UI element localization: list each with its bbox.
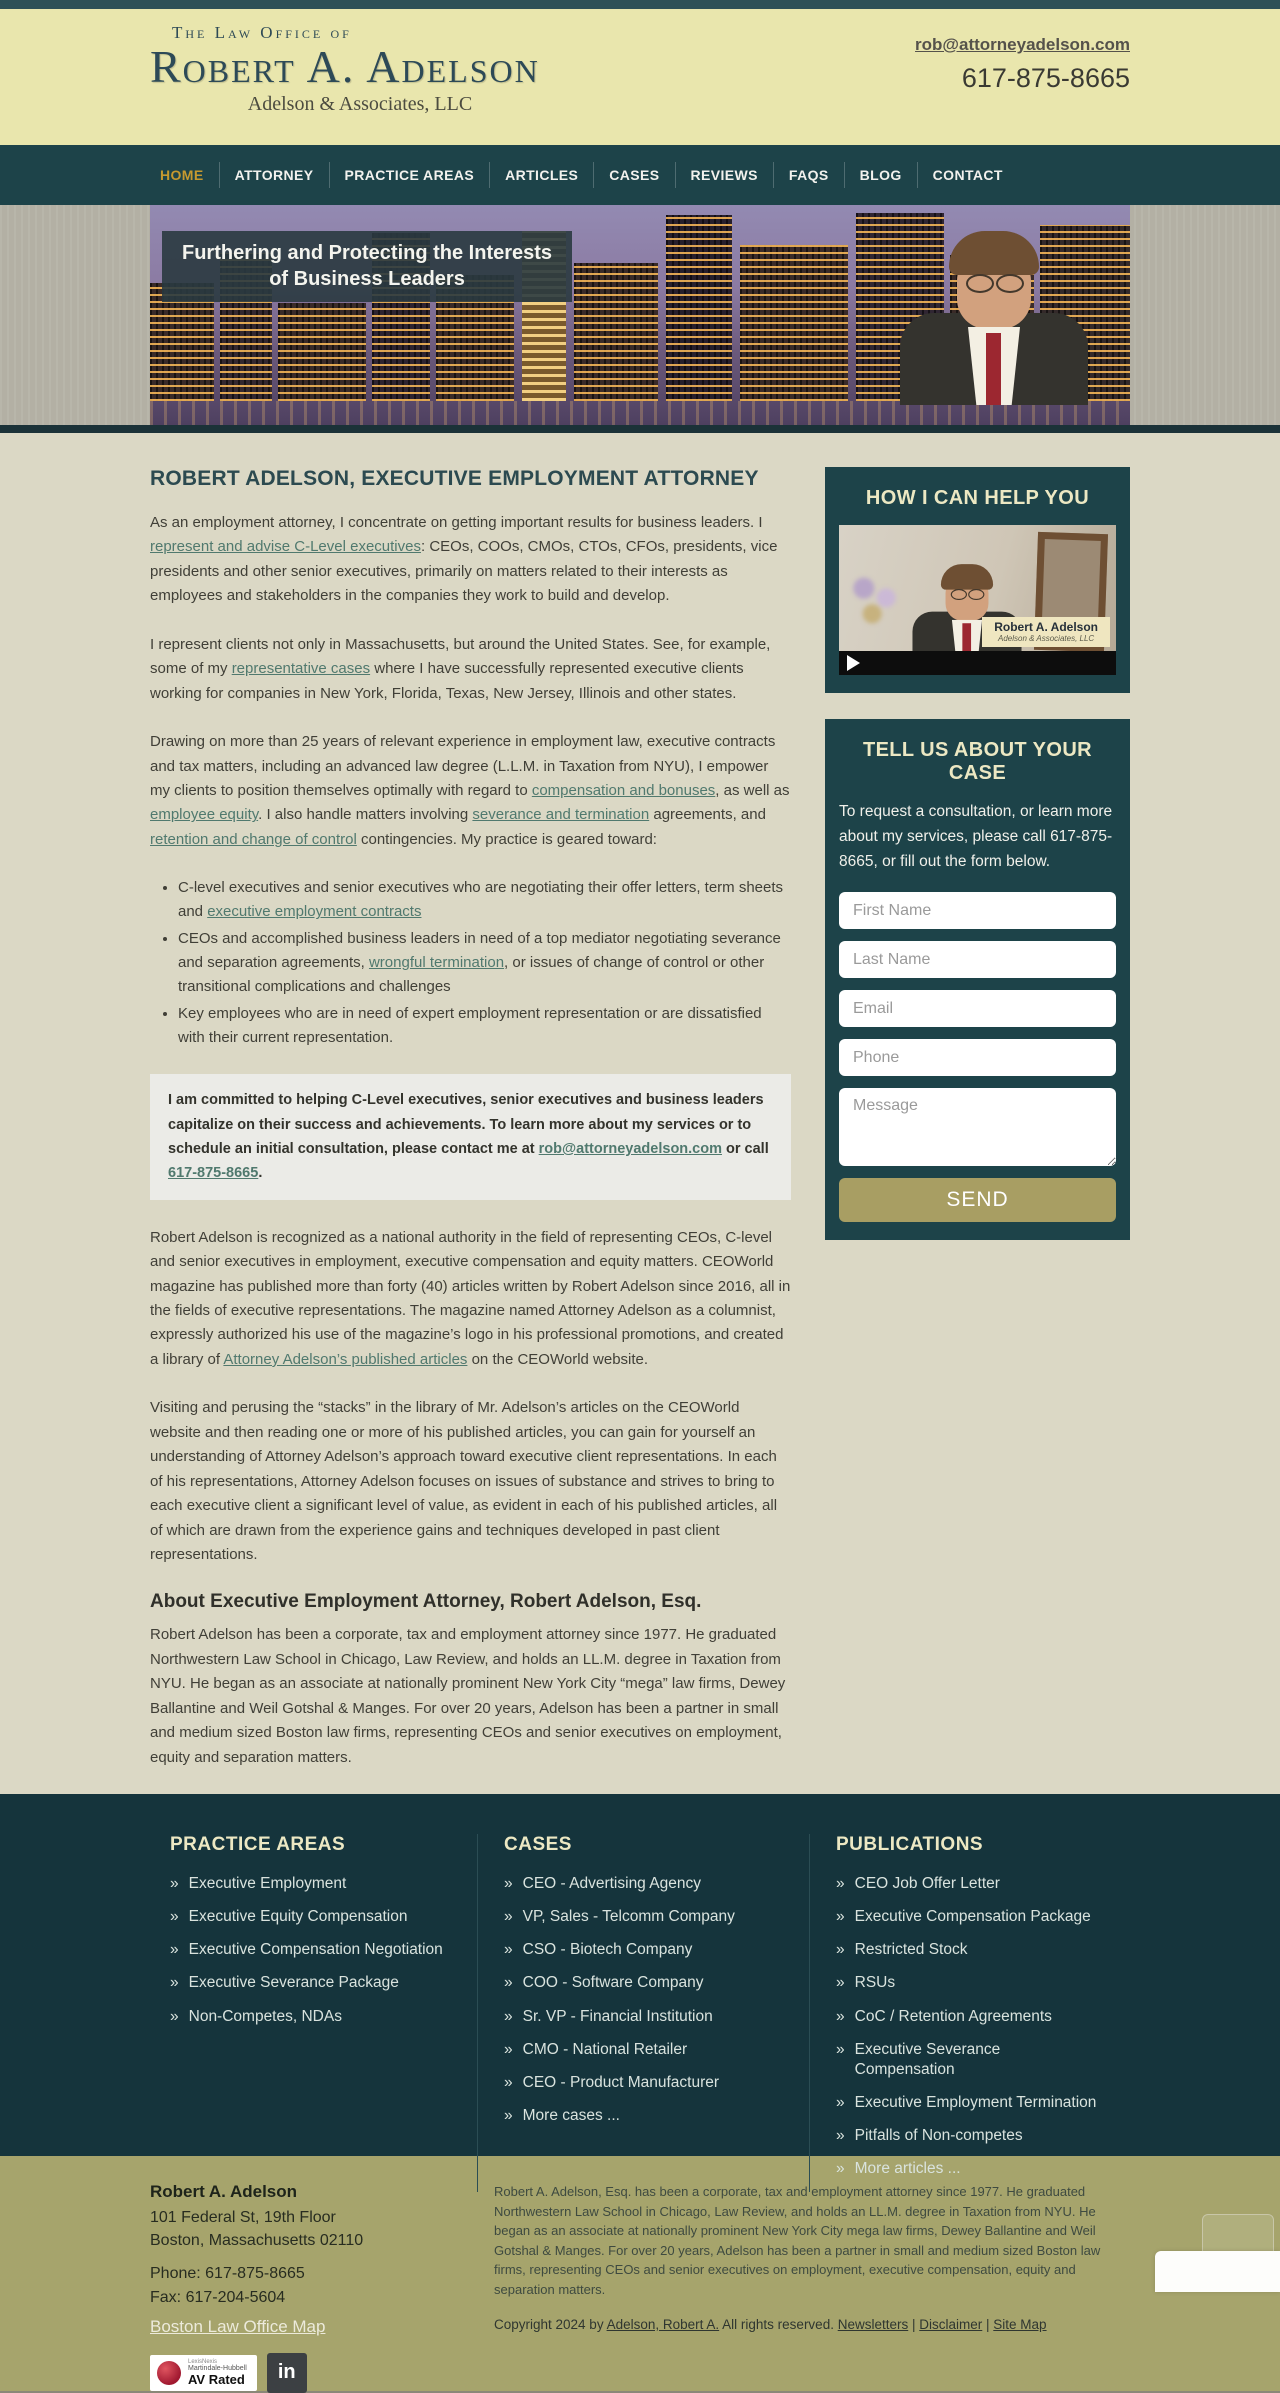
bullet-item: • C-level executives and senior executives who are negotiating their offer letters, term sheets and executive employment contracts <box>178 876 791 924</box>
footer-link-label: COO - Software Company <box>522 1974 704 1992</box>
paragraph: Robert Adelson is recognized as a national authority in the field of representing CEOs, C-level and senior executives in employment, executive compensation and equity matters. CEOWorld magazine has published more than forty (40) articles written by Robert Adelson since 2016, all in the fields of executive representations. The magazine named Attorney Adelson as a columnist, expressly authorized his use of the magazine’s logo in his professional promotions, and created a library of Attorney Adelson’s published articles on the CEOWorld website. <box>150 1228 791 1368</box>
footer-link[interactable] <box>170 1907 451 1927</box>
inline-link[interactable]: Adelson, Robert A. <box>606 2317 720 2332</box>
inline-link[interactable]: retention and change of control <box>150 830 357 848</box>
intro-video[interactable] <box>839 525 1116 675</box>
inline-link[interactable]: compensation and bonuses <box>531 781 716 799</box>
case-form-intro: To request a consultation, or learn more about my services, please call 617-875-8665, or fill out the form below. <box>839 803 1113 870</box>
footer-link-label: More articles ... <box>854 2160 961 2178</box>
inline-link[interactable]: severance and termination <box>472 806 650 824</box>
double-arrow-icon <box>504 2007 513 2027</box>
footer-link[interactable] <box>504 1874 783 1894</box>
banner-band <box>0 205 1280 425</box>
badges-row <box>150 2353 450 2393</box>
double-arrow-icon <box>170 1907 179 1927</box>
footer-link-label: Executive Severance Package <box>188 1974 399 1992</box>
double-arrow-icon <box>836 2159 845 2179</box>
footer-link-label: CMO - National Retailer <box>522 2040 688 2058</box>
footer-link[interactable] <box>504 2040 783 2060</box>
inline-link[interactable]: Disclaimer <box>919 2317 983 2332</box>
logo-name: Robert A. Adelson <box>150 41 540 92</box>
footer-link-label: Executive Severance Compensation <box>854 2040 1001 2078</box>
footer-link-label: Non-Competes, NDAs <box>188 2007 342 2025</box>
footer-link-label: VP, Sales - Telcomm Company <box>522 1908 735 1926</box>
double-arrow-icon <box>836 2126 845 2146</box>
double-arrow-icon <box>504 2106 513 2126</box>
inline-link[interactable]: representative cases <box>231 660 371 678</box>
attorney-photo <box>894 193 1094 405</box>
phone-input[interactable] <box>839 1039 1116 1076</box>
case-form-box <box>825 719 1130 1240</box>
footer-link[interactable] <box>836 1973 1104 1993</box>
video-caption-firm: Adelson & Associates, LLC <box>998 634 1095 643</box>
footer-link[interactable] <box>836 1907 1104 1927</box>
footer-link[interactable] <box>170 1973 451 1993</box>
bottom-bio-block <box>494 2182 1130 2393</box>
play-icon[interactable] <box>847 655 860 671</box>
double-arrow-icon <box>836 2007 845 2027</box>
copyright-line: Copyright 2024 by Adelson, Robert A. All rights reserved. Newsletters | Disclaimer | Site Map <box>494 2317 1047 2332</box>
footer-link-label: Executive Compensation Negotiation <box>188 1941 443 1959</box>
footer-link[interactable] <box>836 2007 1104 2027</box>
nav-item-home[interactable]: HOME <box>160 167 204 183</box>
article-column <box>150 467 791 1794</box>
office-address-line1: 101 Federal St, 19th Floor <box>150 2209 336 2226</box>
video-control-bar <box>839 651 1116 675</box>
footer-link-label: Restricted Stock <box>854 1941 968 1959</box>
nav-item-practice-areas[interactable]: PRACTICE AREAS <box>329 162 490 188</box>
nav-item-cases[interactable]: CASES <box>593 162 674 188</box>
video-caption-name: Robert A. Adelson <box>994 620 1098 634</box>
double-arrow-icon <box>504 1940 513 1960</box>
inline-link[interactable]: employee equity <box>150 806 259 824</box>
double-arrow-icon <box>836 1874 845 1894</box>
bullet-item: • Key employees who are in need of expert employment representation or are dissatisfied with their current representation. <box>178 1002 791 1050</box>
footer-link[interactable] <box>504 1907 783 1927</box>
logo-firm: Adelson & Associates, LLC <box>247 93 473 116</box>
divider-band <box>0 425 1280 433</box>
office-address-line2: Boston, Massachusetts 02110 <box>150 2232 364 2250</box>
case-form-title: TELL US ABOUT YOUR CASE <box>862 739 1093 784</box>
av-badge-brand: Martindale-Hubbell <box>188 2364 247 2372</box>
double-arrow-icon <box>504 1907 513 1927</box>
about-heading: About Executive Employment Attorney, Robert Adelson, Esq. <box>150 1591 702 1613</box>
inline-link[interactable]: represent and advise C-Level executives <box>150 538 421 556</box>
skyline-building <box>278 303 366 401</box>
double-arrow-icon <box>504 2040 513 2060</box>
footer-link-label: Executive Employment <box>188 1875 347 1892</box>
footer-link-list <box>836 1874 1104 2179</box>
hero-headline-line2: of Business Leaders <box>269 268 465 291</box>
double-arrow-icon <box>836 1973 845 1993</box>
logo-tagline: The Law Office of <box>172 23 352 42</box>
bottom-bar <box>0 2156 1280 2391</box>
hero-headline <box>162 231 572 302</box>
sidebar <box>825 467 1130 1266</box>
footer-link-label: Executive Compensation Package <box>854 1908 1091 1926</box>
bottom-bio: Robert A. Adelson, Esq. has been a corporate, tax and employment attorney since 1977. He graduated Northwestern Law School in Chicago, Law Review, and holds an LL.M. degree in Taxation from NYU. He began as an associate at nationally prominent New York City mega law firms, Dewey Ballantine and Weil Gotshal & Manges. For over 20 years, Adelson has been a partner in small and medium sized Boston law firms, representing CEOs and senior executives on employment, executive compensation, equity and separation matters. <box>494 2184 1101 2297</box>
footer-link[interactable] <box>836 2040 1104 2080</box>
footer-column-title: CASES <box>504 1834 572 1855</box>
inline-link[interactable]: rob@attorneyadelson.com <box>538 1140 722 1157</box>
double-arrow-icon <box>170 2007 179 2027</box>
skyline-building <box>740 245 848 401</box>
email-input[interactable] <box>839 990 1116 1027</box>
page-title: ROBERT ADELSON, EXECUTIVE EMPLOYMENT ATTORNEY <box>150 467 759 490</box>
footer-link[interactable] <box>504 1940 783 1960</box>
office-fax: Fax: 617-204-5604 <box>150 2288 286 2306</box>
footer-link[interactable] <box>170 1874 451 1894</box>
double-arrow-icon <box>836 2093 845 2113</box>
nav-item-reviews[interactable]: REVIEWS <box>675 162 773 188</box>
footer-link[interactable] <box>504 2007 783 2027</box>
footer-column-title: PRACTICE AREAS <box>170 1834 346 1855</box>
footer-link-list <box>504 1874 783 2126</box>
send-button[interactable]: SEND <box>839 1178 1116 1222</box>
footer-link-label: Executive Employment Termination <box>854 2093 1097 2111</box>
header-phone: 617-875-8665 <box>961 63 1130 93</box>
nav-item-attorney[interactable]: ATTORNEY <box>219 162 329 188</box>
header-contact <box>915 9 1130 94</box>
footer-link[interactable] <box>836 1940 1104 1960</box>
footer-link[interactable] <box>170 1940 451 1960</box>
footer-link-label: CEO - Product Manufacturer <box>522 2073 720 2091</box>
practice-bullet-list <box>168 876 791 1050</box>
office-info <box>150 2182 450 2393</box>
help-box <box>825 467 1130 693</box>
double-arrow-icon <box>170 1973 179 1993</box>
message-textarea[interactable] <box>839 1088 1116 1166</box>
hero-headline-line1: Furthering and Protecting the Interests <box>182 242 553 264</box>
footer-link[interactable] <box>836 2159 1104 2179</box>
flowers-decor <box>847 569 903 633</box>
double-arrow-icon <box>836 1907 845 1927</box>
about-paragraph: Robert Adelson has been a corporate, tax and employment attorney since 1977. He graduated Northwestern Law School in Chicago, Law Review, and holds an LL.M. degree in Taxation from NYU. He began as an associate at nationally prominent New York City “mega” law firms, Dewey Ballantine and Weil Gotshal & Manges. For over 20 years, Adelson has been a partner in small and medium sized Boston law firms, representing CEOs and senior executives on employment, equity and separation matters. <box>150 1626 786 1766</box>
footer-link-label: CoC / Retention Agreements <box>854 2007 1052 2025</box>
footer-link-label: CEO Job Offer Letter <box>854 1875 1000 1892</box>
footer-link-label: RSUs <box>854 1974 896 1992</box>
nav-item-blog[interactable]: BLOG <box>844 162 917 188</box>
double-arrow-icon <box>504 1973 513 1993</box>
nav-item-contact[interactable]: CONTACT <box>917 162 1018 188</box>
office-name: Robert A. Adelson <box>150 2182 298 2201</box>
double-arrow-icon <box>504 2073 513 2093</box>
footer-link-label: Sr. VP - Financial Institution <box>522 2007 713 2025</box>
bullet-item: • CEOs and accomplished business leaders in need of a top mediator negotiating severance and separation agreements, wrongful termination, or issues of change of control or other transitional complications and challenges <box>178 927 791 999</box>
contact-form <box>839 892 1116 1222</box>
header-email-link[interactable]: rob@attorneyadelson.com <box>915 35 1130 54</box>
footer-link[interactable] <box>836 1874 1104 1894</box>
chat-widget-placeholder[interactable] <box>1155 2251 1280 2292</box>
last-name-input[interactable] <box>839 941 1116 978</box>
footer-link[interactable] <box>170 2007 451 2027</box>
top-strip <box>0 0 1280 9</box>
footer-column-title: PUBLICATIONS <box>836 1834 984 1855</box>
paragraph: Drawing on more than 25 years of relevant experience in employment law, executive contracts and tax matters, including an advanced law degree (L.L.M. in Taxation from NYU), I empower my clients to position themselves optimally with regard to compensation and bonuses, as well as employee equity. I also handle matters involving severance and termination agreements, and retention and change of control contingencies. My practice is geared toward: <box>150 733 790 848</box>
hero-banner <box>150 205 1130 425</box>
linkedin-icon[interactable]: in <box>267 2353 307 2393</box>
av-badge-brand-small: LexisNexis <box>188 2358 218 2365</box>
commitment-callout: I am committed to helping C-Level executives, senior executives and business leaders capitalize on their success and achievements. To learn more about my services or to schedule an initial consultation, please contact me at rob@attorneyadelson.com or call 617-875-8665. <box>150 1074 791 1199</box>
skyline-building <box>574 263 658 401</box>
footer-link-label: Pitfalls of Non-competes <box>854 2127 1023 2145</box>
double-arrow-icon <box>504 1874 513 1894</box>
footer-link[interactable] <box>504 1973 783 1993</box>
inline-link[interactable]: 617-875-8665 <box>168 1165 259 1182</box>
martindale-sphere-icon <box>157 2361 181 2385</box>
double-arrow-icon <box>170 1940 179 1960</box>
first-name-input[interactable] <box>839 892 1116 929</box>
footer-practice-areas <box>150 1834 478 2192</box>
nav-item-articles[interactable]: ARTICLES <box>489 162 593 188</box>
paragraph: I represent clients not only in Massachusetts, but around the United States. See, for example, some of my representative cases where I have successfully represented executive clients working for companies in New York, Florida, Texas, New Jersey, Illinois and other states. <box>150 635 771 702</box>
footer-link[interactable] <box>504 2106 783 2126</box>
paragraph: As an employment attorney, I concentrate on getting important results for business leaders. I represent and advise C-Level executives: CEOs, COOs, CMOs, CTOs, CFOs, presidents, vice presidents and other senior executives, primarily on matters related to their interests as employees and stakeholders in the companies they work to build and develop. <box>150 514 778 605</box>
footer-link[interactable] <box>836 2093 1104 2113</box>
inline-link[interactable]: executive employment contracts <box>207 903 422 921</box>
footer-link-label: Executive Equity Compensation <box>188 1908 408 1926</box>
inline-link[interactable]: wrongful termination <box>368 954 505 972</box>
skyline-building <box>666 215 732 401</box>
nav-item-faqs[interactable]: FAQS <box>773 162 844 188</box>
logo[interactable] <box>150 9 570 116</box>
footer-link[interactable] <box>836 2126 1104 2146</box>
paragraph: Visiting and perusing the “stacks” in the library of Mr. Adelson’s articles on the CEOWorld website and then reading one or more of his published articles, you can gain for yourself an understanding of Attorney Adelson’s approach toward executive client representations. In each of his representations, Attorney Adelson focuses on issues of substance and strives to bring to each executive client a significant level of value, as evident in each of his published articles, all of which are drawn from the experience gains and techniques developed in past client representations. <box>150 1399 778 1563</box>
video-caption <box>982 617 1110 647</box>
inline-link[interactable]: Site Map <box>993 2317 1047 2332</box>
footer-link[interactable] <box>504 2073 783 2093</box>
double-arrow-icon <box>836 2040 845 2080</box>
help-box-title: HOW I CAN HELP YOU <box>865 487 1090 509</box>
av-badge-label: AV Rated <box>188 2371 245 2387</box>
inline-link[interactable]: Newsletters <box>837 2317 909 2332</box>
office-phone: Phone: 617-875-8665 <box>150 2265 305 2283</box>
footer-link-label: CSO - Biotech Company <box>522 1941 693 1959</box>
footer-link-label: CEO - Advertising Agency <box>522 1875 701 1892</box>
main-content <box>0 433 1280 1794</box>
inline-link[interactable]: Attorney Adelson’s published articles <box>223 1350 468 1368</box>
av-rated-badge[interactable] <box>150 2355 257 2391</box>
footer-link-list <box>170 1874 451 2027</box>
double-arrow-icon <box>836 1940 845 1960</box>
footer-link-label: More cases ... <box>522 2106 620 2124</box>
double-arrow-icon <box>170 1874 179 1894</box>
site-header <box>0 9 1280 145</box>
footer-cases <box>478 1834 810 2192</box>
office-map-link[interactable]: Boston Law Office Map <box>150 2316 326 2336</box>
site-footer <box>0 1794 1280 2178</box>
footer-publications <box>810 1834 1130 2192</box>
